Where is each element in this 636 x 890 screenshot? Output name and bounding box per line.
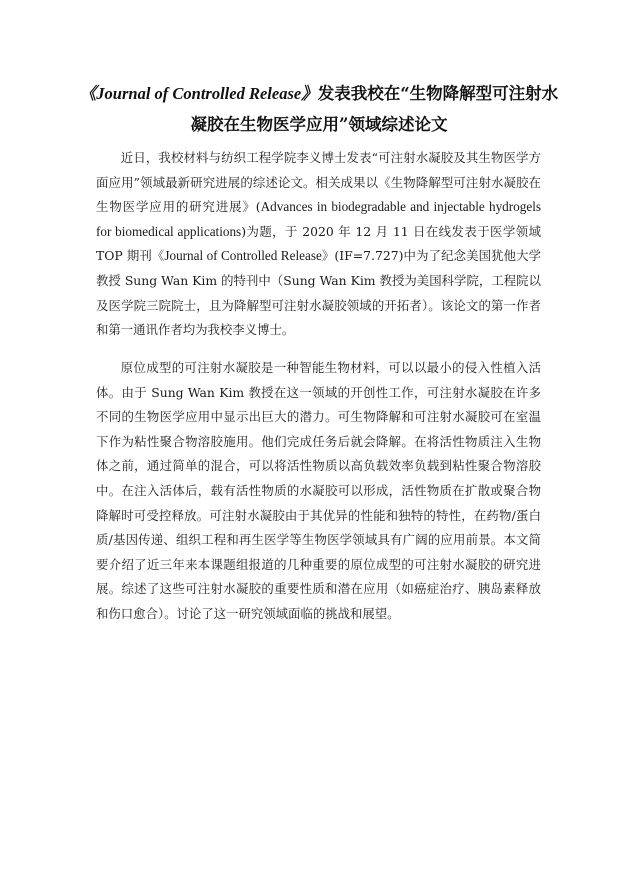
paragraph-1 <box>96 146 541 343</box>
paragraph-1-part-2: )为题，于 2020 年 12 月 11 日在线发表于医学领域 TOP 期刊《 <box>96 223 541 264</box>
paragraph-1-part-1: 近日，我校材料与纺织工程学院李义博士发表“可注射水凝胶及其生物医学方面应用”领域最新研究进展的综述论文。相关成果以《生物降解型可注射水凝胶在生物医学应用的研究进展》( <box>96 150 541 215</box>
paragraph-1-english-title: Advances in biodegradable and injectable hydrogels for biomedical applications <box>96 199 541 239</box>
title-text: 发表我校在“生物降解型可注射水凝胶在生物医学应用”领域综述论文 <box>190 84 559 134</box>
article-title <box>78 78 560 140</box>
paragraph-2: 原位成型的可注射水凝胶是一种智能生物材料，可以以最小的侵入性植入活体。由于 Sung Wan Kim 教授在这一领域的开创性工作，可注射水凝胶在许多不同的生物医学应用中显示出巨大的潜力。可生物降解和可注射水凝胶可在室温下作为粘性聚合物溶胶施用。他们完成任务后就会降解。在将活性物质注入生物体之前，通过简单的混合，可以将活性物质以高负载效率负载到粘性聚合物溶胶中。在注入活体后，载有活性物质的水凝胶可以形成，活性物质在扩散或聚合物降解时可受控释放。可注射水凝胶由于其优异的性能和独特的特性，在药物/蛋白质/基因传递、组织工程和再生医学等生物医学领域具有广阔的应用前景。本文简要介绍了近三年来本课题组报道的几种重要的原位成型的可注射水凝胶的研究进展。综述了这些可注射水凝胶的重要性质和潜在应用（如癌症治疗、胰岛素释放和伤口愈合）。讨论了这一研究领域面临的挑战和展望。 <box>96 360 541 621</box>
title-journal-name: 《Journal of Controlled Release》 <box>79 84 318 103</box>
paragraph-1-part-3: 》(IF=7.727)中为了纪念美国犹他大学教授 Sung Wan Kim 的特刊中（Sung Wan Kim 教授为美国科学院，工程院以及医学院三院院士，且为降解型可注射水凝胶领域的开拓者）。该论文的第一作者和第一通讯作者均为我校李义博士。 <box>96 248 542 338</box>
paragraph-1-journal-name: Journal of Controlled Release <box>164 248 322 264</box>
